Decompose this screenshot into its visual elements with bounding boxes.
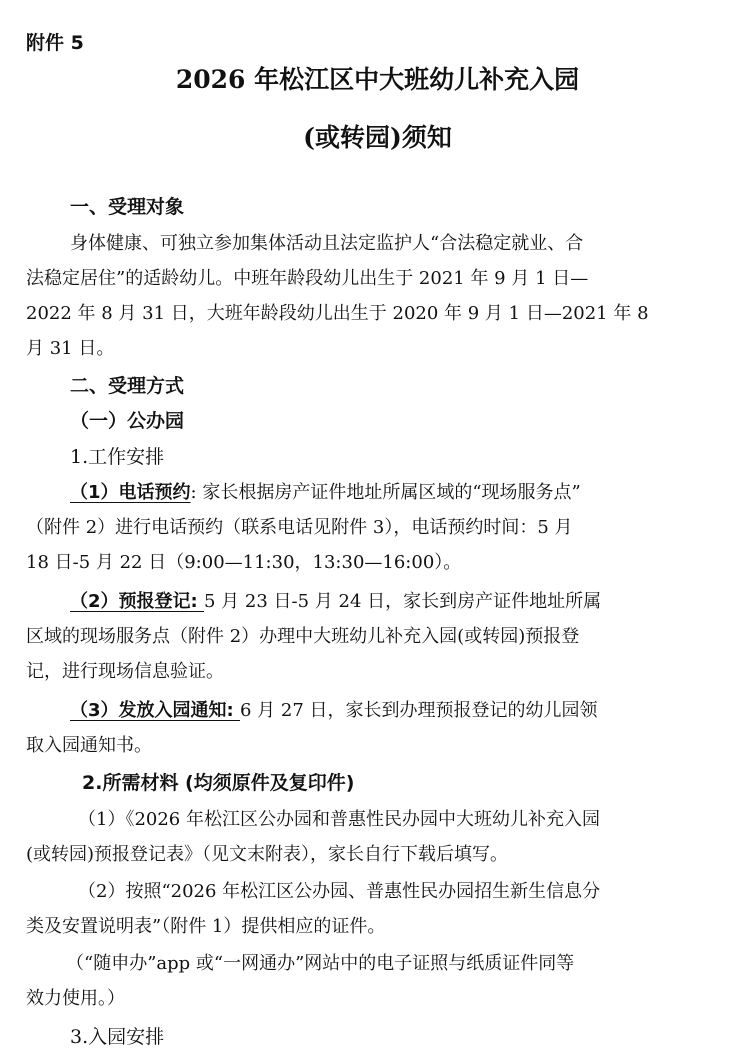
section-1-heading: 一、受理对象 — [70, 196, 185, 218]
materials-line-5: （“随申办”app 或“一网通办”网站中的电子证照与纸质证件同等 — [66, 953, 575, 974]
admission-notice-label: （3）发放入园通知: — [70, 700, 240, 721]
pre-registration-line-1 — [70, 587, 601, 613]
document-title-line-2: (或转园)须知 — [303, 123, 452, 152]
pre-registration-line-2: 区域的现场服务点（附件 2）办理中大班幼儿补充入园(或转园)预报登 — [26, 626, 580, 647]
admission-notice-text: 6 月 27 日，家长到办理预报登记的幼儿园领 — [240, 700, 598, 721]
phone-booking-line-3: 18 日-5 月 22 日（9:00—11:30，13:30—16:00）。 — [26, 552, 462, 573]
admission-notice-line-2: 取入园通知书。 — [26, 735, 152, 756]
materials-line-6: 效力使用。） — [26, 988, 125, 1009]
enrollment-arrangement-heading: 3.入园安排 — [70, 1026, 165, 1048]
subsection-public-kindergarten-heading: （一）公办园 — [70, 410, 185, 432]
phone-booking-line-2: （附件 2）进行电话预约（联系电话见附件 3），电话预约时间：5 月 — [26, 517, 573, 538]
required-materials-heading: 2.所需材料 (均须原件及复印件) — [82, 772, 355, 794]
phone-booking-text: : 家长根据房产证件地址所属区域的“现场服务点” — [190, 482, 581, 503]
section-1-line-4: 月 31 日。 — [26, 338, 115, 359]
section-1-line-1: 身体健康、可独立参加集体活动且法定监护人“合法稳定就业、合 — [70, 233, 584, 254]
phone-booking-label: （1）电话预约 — [70, 482, 191, 503]
materials-line-1: （1）《2026 年松江区公办园和普惠性民办园中大班幼儿补充入园 — [78, 809, 600, 830]
materials-line-4: 类及安置说明表”（附件 1）提供相应的证件。 — [26, 916, 386, 937]
document-title-line-1: 2026 年松江区中大班幼儿补充入园 — [175, 65, 580, 94]
section-2-heading: 二、受理方式 — [70, 375, 185, 397]
work-arrangement-heading: 1.工作安排 — [70, 446, 165, 468]
annex-label: 附件 5 — [26, 32, 84, 54]
pre-registration-label: （2）预报登记: — [70, 591, 204, 612]
phone-booking-line-1 — [70, 478, 581, 504]
materials-line-2: (或转园)预报登记表》（见文末附表），家长自行下载后填写。 — [26, 844, 509, 865]
section-1-line-3: 2022 年 8 月 31 日，大班年龄段幼儿出生于 2020 年 9 月 1 日—2021 年 8 — [26, 303, 649, 324]
admission-notice-line-1 — [70, 696, 598, 722]
pre-registration-line-3: 记，进行现场信息验证。 — [26, 661, 224, 682]
materials-line-3: （2）按照“2026 年松江区公办园、普惠性民办园招生新生信息分 — [78, 881, 601, 902]
pre-registration-text: 5 月 23 日-5 月 24 日，家长到房产证件地址所属 — [204, 591, 602, 612]
section-1-line-2: 法稳定居住”的适龄幼儿。中班年龄段幼儿出生于 2021 年 9 月 1 日— — [26, 268, 589, 289]
